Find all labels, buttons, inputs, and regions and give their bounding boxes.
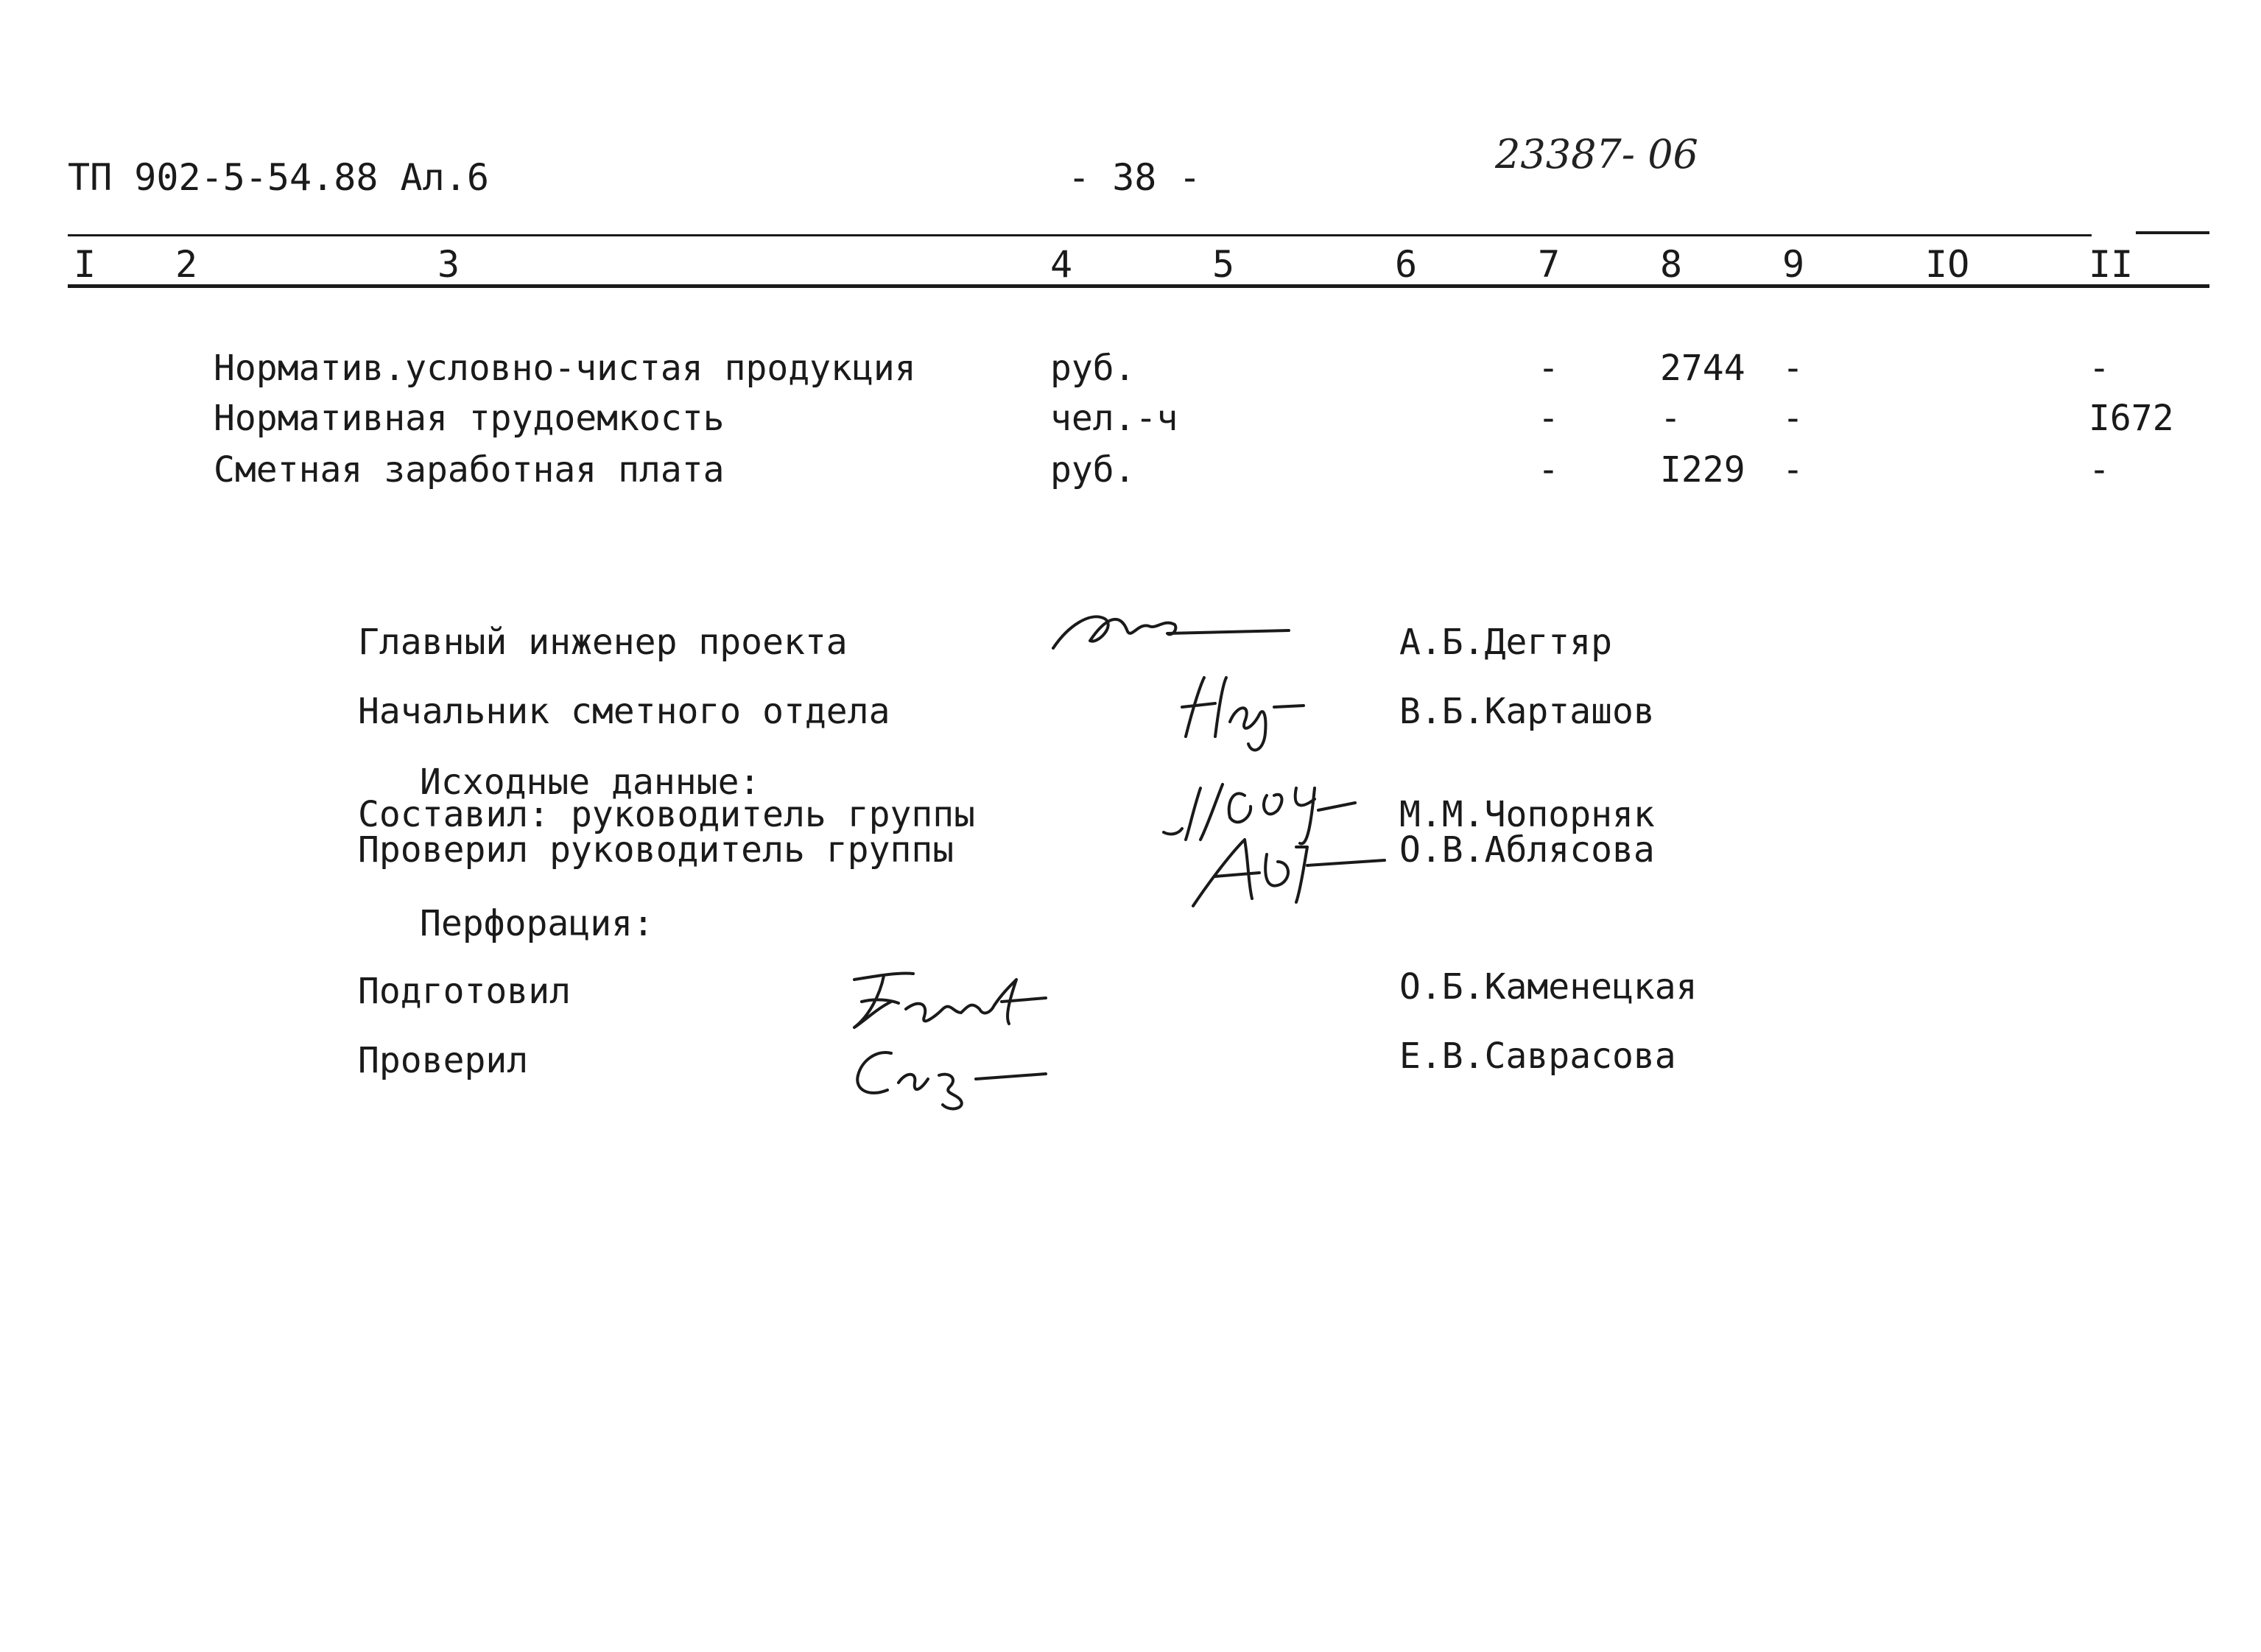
header-top-rule	[68, 234, 1990, 236]
compiled-role: Составил: руководитель группы	[358, 794, 976, 835]
row-col7: -	[1538, 348, 1559, 389]
column-header-11: II	[2089, 243, 2134, 286]
column-header-8: 8	[1660, 243, 1683, 286]
estimate-head-role: Начальник сметного отдела	[358, 691, 890, 732]
row-unit: чел.-ч	[1050, 398, 1178, 439]
column-header-7: 7	[1538, 243, 1561, 286]
row-unit: руб.	[1050, 348, 1136, 389]
checked-name: Е.В.Саврасова	[1399, 1036, 1676, 1077]
column-header-9: 9	[1782, 243, 1805, 286]
row-col8: I229	[1660, 449, 1745, 491]
row-col9: -	[1782, 348, 1804, 389]
signature-chief-engineer	[1046, 597, 1289, 663]
column-header-2: 2	[175, 243, 198, 286]
perforation-title: Перфорация:	[420, 903, 654, 944]
checked-group-role: Проверил руководитель группы	[358, 829, 954, 871]
handwritten-document-number: 23387- 06	[1495, 131, 1698, 177]
column-header-10: IO	[1925, 243, 1970, 286]
checked-role: Проверил	[358, 1040, 529, 1081]
row-col9: -	[1782, 449, 1804, 491]
chief-engineer-name: А.Б.Дегтяр	[1399, 622, 1612, 663]
prepared-name: О.Б.Каменецкая	[1399, 966, 1698, 1008]
signature-checked	[847, 1031, 1053, 1112]
row-col7: -	[1538, 398, 1559, 439]
header-top-rule-right-1	[1989, 234, 2092, 236]
checked-group-name: О.В.Аблясова	[1399, 829, 1655, 871]
row-col9: -	[1782, 398, 1804, 439]
signature-checked-group	[1178, 825, 1385, 913]
signature-estimate-head	[1171, 663, 1340, 759]
row-col11: -	[2089, 348, 2110, 389]
compiled-name: М.М.Чопорняк	[1399, 794, 1655, 835]
column-header-3: 3	[437, 243, 460, 286]
row-col8: -	[1660, 398, 1681, 439]
column-header-6: 6	[1395, 243, 1418, 286]
row-unit: руб.	[1050, 449, 1136, 491]
header-top-rule-right-2	[2136, 231, 2209, 234]
source-data-title: Исходные данные:	[420, 762, 761, 803]
page-number: - 38 -	[1068, 156, 1201, 199]
prepared-role: Подготовил	[358, 971, 571, 1012]
row-name: Сметная заработная плата	[214, 449, 725, 491]
column-header-5: 5	[1212, 243, 1235, 286]
row-name: Нормативная трудоемкость	[214, 398, 725, 439]
row-col11: -	[2089, 449, 2110, 491]
document-code: ТП 902-5-54.88 Ал.6	[68, 156, 489, 199]
chief-engineer-role: Главный инженер проекта	[358, 622, 848, 663]
row-col7: -	[1538, 449, 1559, 491]
header-bottom-rule	[68, 284, 2209, 288]
estimate-head-name: В.Б.Карташов	[1399, 691, 1655, 732]
row-name: Норматив.условно-чистая продукция	[214, 348, 916, 389]
row-col8: 2744	[1660, 348, 1745, 389]
signature-prepared	[832, 957, 1053, 1038]
column-header-1: I	[74, 243, 96, 286]
row-col11: I672	[2089, 398, 2174, 439]
column-header-4: 4	[1050, 243, 1073, 286]
